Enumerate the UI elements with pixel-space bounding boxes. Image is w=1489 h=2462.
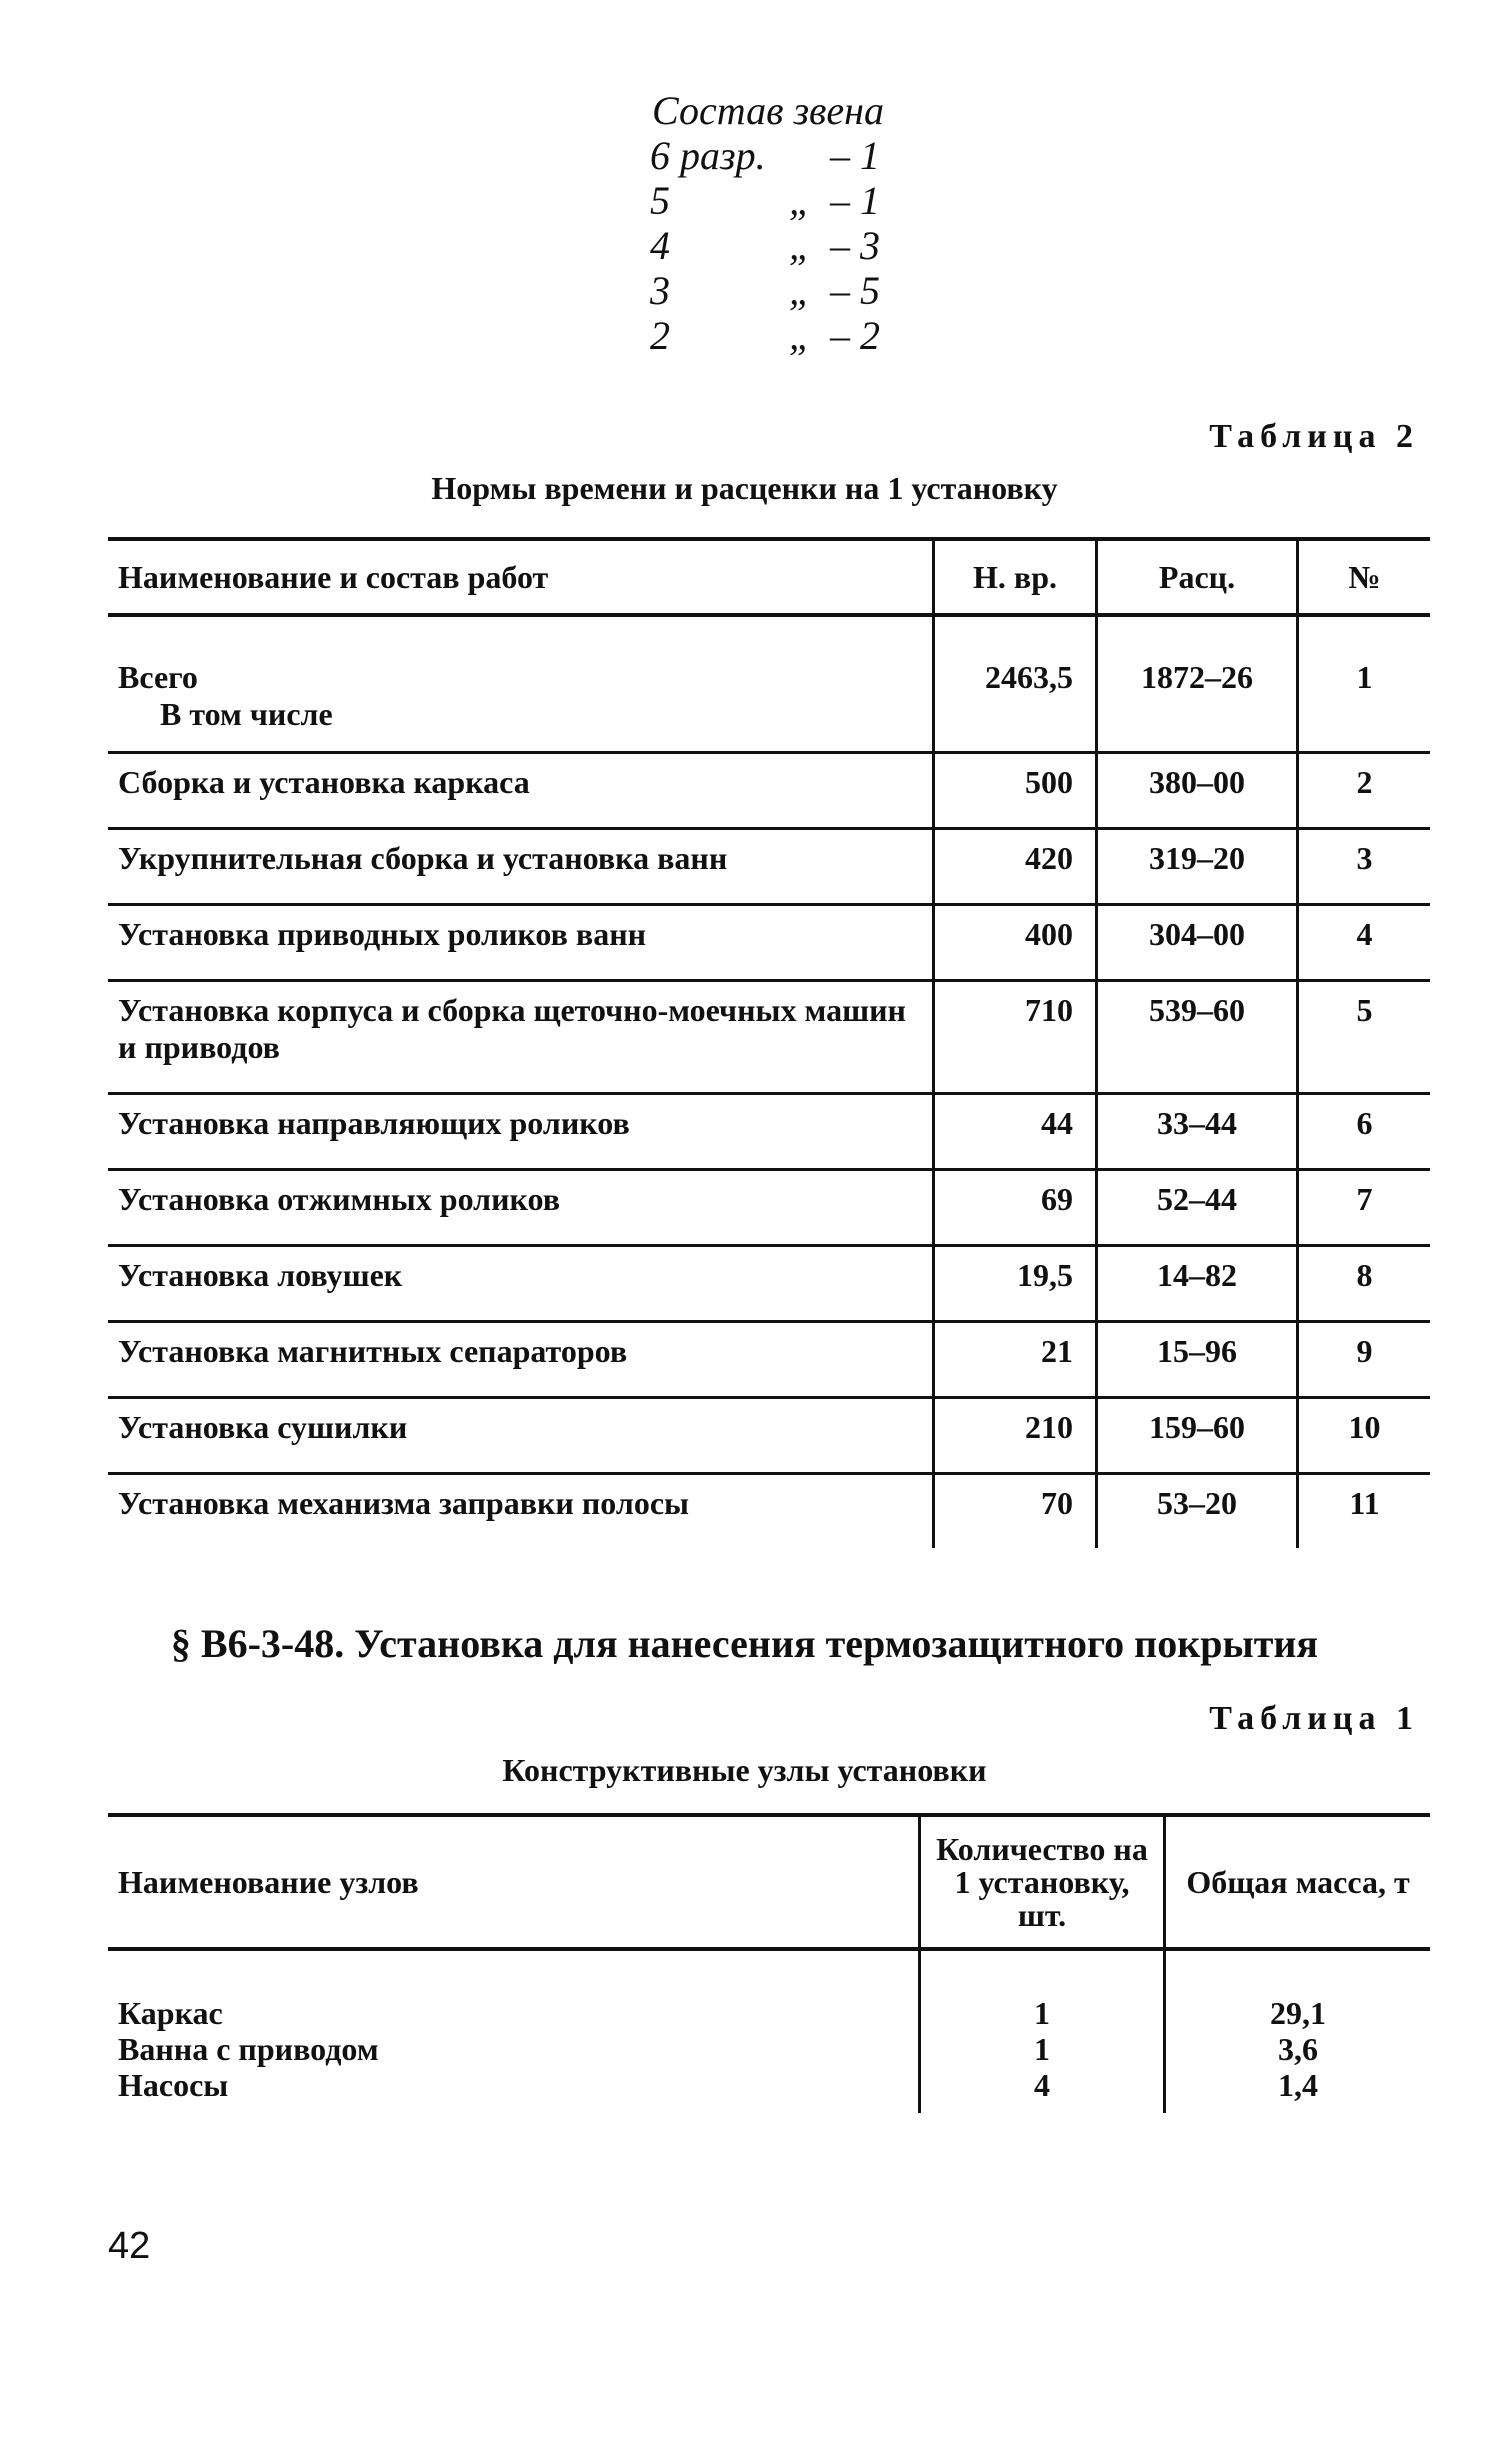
table-header-row xyxy=(108,1815,1430,1949)
table-row xyxy=(108,1094,1430,1170)
table-row xyxy=(108,905,1430,981)
unit-quantity: 4 xyxy=(1034,2067,1050,2103)
unit-mass: 1,4 xyxy=(1278,2067,1318,2103)
cell-hours: 420 xyxy=(934,829,1097,905)
cell-price: 15–96 xyxy=(1097,1322,1298,1398)
cell-name: Установка магнитных сепараторов xyxy=(108,1322,934,1398)
cell-hours: 210 xyxy=(934,1398,1097,1474)
table-row xyxy=(108,981,1430,1094)
cell-price: 304–00 xyxy=(1097,905,1298,981)
units-table xyxy=(108,1813,1430,2113)
table-row xyxy=(108,1398,1430,1474)
table-row xyxy=(108,1949,1430,2113)
cell-number: 7 xyxy=(1298,1170,1431,1246)
crew-ditto: „ xyxy=(788,178,812,223)
col-header-price: Расц. xyxy=(1097,539,1298,615)
cell-name: Сборка и установка каркаса xyxy=(108,753,934,829)
cell-number: 1 xyxy=(1298,615,1431,753)
cell-price: 539–60 xyxy=(1097,981,1298,1094)
row-title: Всего xyxy=(118,659,198,695)
crew-count: – 1 xyxy=(830,133,880,178)
unit-mass: 3,6 xyxy=(1278,2031,1318,2067)
crew-row xyxy=(650,268,890,313)
cell-price: 380–00 xyxy=(1097,753,1298,829)
table-row xyxy=(108,1246,1430,1322)
crew-rank: 6 разр. xyxy=(650,133,766,178)
table2-label: Таблица 2 xyxy=(1209,418,1419,455)
crew-rank: 5 xyxy=(650,178,670,223)
unit-name: Насосы xyxy=(118,2067,229,2103)
cell-price: 14–82 xyxy=(1097,1246,1298,1322)
cell-price: 53–20 xyxy=(1097,1474,1298,1549)
norms-table xyxy=(108,537,1430,1548)
table-row xyxy=(108,615,1430,753)
cell-unit-names xyxy=(108,1949,920,2113)
table-header-row xyxy=(108,539,1430,615)
cell-price: 159–60 xyxy=(1097,1398,1298,1474)
crew-count: – 1 xyxy=(830,178,880,223)
crew-rank: 3 xyxy=(650,268,670,313)
cell-number: 11 xyxy=(1298,1474,1431,1549)
crew-count: – 5 xyxy=(830,268,880,313)
col-header-quantity: Количество на 1 установку, шт. xyxy=(920,1815,1165,1949)
cell-number: 9 xyxy=(1298,1322,1431,1398)
crew-ditto: „ xyxy=(788,268,812,313)
crew-row xyxy=(650,223,890,268)
crew-row xyxy=(650,133,890,178)
table-row xyxy=(108,1474,1430,1549)
table-row xyxy=(108,753,1430,829)
cell-name: Установка отжимных роликов xyxy=(108,1170,934,1246)
cell-number: 8 xyxy=(1298,1246,1431,1322)
table-row xyxy=(108,1170,1430,1246)
crew-ditto: „ xyxy=(788,313,812,358)
crew-rank: 2 xyxy=(650,313,670,358)
cell-hours: 710 xyxy=(934,981,1097,1094)
cell-quantities xyxy=(920,1949,1165,2113)
cell-number: 5 xyxy=(1298,981,1431,1094)
cell-price: 1872–26 xyxy=(1097,615,1298,753)
cell-name: Установка механизма заправки полосы xyxy=(118,1485,689,1521)
cell-price: 33–44 xyxy=(1097,1094,1298,1170)
cell-number: 2 xyxy=(1298,753,1431,829)
cell-price: 52–44 xyxy=(1097,1170,1298,1246)
col-header-mass: Общая масса, т xyxy=(1165,1815,1431,1949)
crew-count: – 3 xyxy=(830,223,880,268)
col-header-hours: Н. вр. xyxy=(934,539,1097,615)
unit-mass: 29,1 xyxy=(1270,1995,1326,2031)
crew-row xyxy=(650,178,890,223)
col-header-name: Наименование и состав работ xyxy=(108,539,934,615)
crew-count: – 2 xyxy=(830,313,880,358)
table2-caption: Нормы времени и расценки на 1 установку xyxy=(431,470,1058,506)
table1-label: Таблица 1 xyxy=(1209,1700,1419,1737)
unit-quantity: 1 xyxy=(1034,2031,1050,2067)
cell-hours: 44 xyxy=(934,1094,1097,1170)
cell-hours: 400 xyxy=(934,905,1097,981)
unit-name: Ванна с приводом xyxy=(118,2031,379,2067)
page-number: 42 xyxy=(108,2225,151,2267)
crew-rank: 4 xyxy=(650,223,670,268)
unit-name: Каркас xyxy=(118,1995,223,2031)
cell-masses xyxy=(1165,1949,1431,2113)
cell-number: 4 xyxy=(1298,905,1431,981)
cell-hours: 500 xyxy=(934,753,1097,829)
cell-price: 319–20 xyxy=(1097,829,1298,905)
cell-hours: 2463,5 xyxy=(934,615,1097,753)
unit-quantity: 1 xyxy=(1034,1995,1050,2031)
crew-composition xyxy=(650,88,890,358)
col-header-unit-name: Наименование узлов xyxy=(108,1815,920,1949)
cell-name: Укрупнительная сборка и установка ванн xyxy=(108,829,934,905)
row-subtitle: В том числе xyxy=(160,696,333,732)
cell-number: 6 xyxy=(1298,1094,1431,1170)
table-row xyxy=(108,1322,1430,1398)
cell-number: 10 xyxy=(1298,1398,1431,1474)
section-title: § В6-3-48. Установка для нанесения термозащитного покрытия xyxy=(170,1621,1319,1666)
crew-ditto: „ xyxy=(788,223,812,268)
cell-hours: 70 xyxy=(934,1474,1097,1549)
cell-hours: 69 xyxy=(934,1170,1097,1246)
table-row xyxy=(108,829,1430,905)
col-header-number: № xyxy=(1298,539,1431,615)
cell-name: Установка корпуса и сборка щеточно-моечных машин и приводов xyxy=(108,981,934,1094)
table1-caption: Конструктивные узлы установки xyxy=(502,1752,987,1788)
crew-row xyxy=(650,313,890,358)
crew-ditto xyxy=(770,133,830,178)
cell-name: Установка направляющих роликов xyxy=(108,1094,934,1170)
cell-name: Установка приводных роликов ванн xyxy=(108,905,934,981)
crew-title: Состав звена xyxy=(652,88,885,133)
cell-name: Установка сушилки xyxy=(108,1398,934,1474)
cell-hours: 19,5 xyxy=(934,1246,1097,1322)
cell-hours: 21 xyxy=(934,1322,1097,1398)
cell-name xyxy=(108,615,934,753)
cell-number: 3 xyxy=(1298,829,1431,905)
cell-name: Установка ловушек xyxy=(108,1246,934,1322)
